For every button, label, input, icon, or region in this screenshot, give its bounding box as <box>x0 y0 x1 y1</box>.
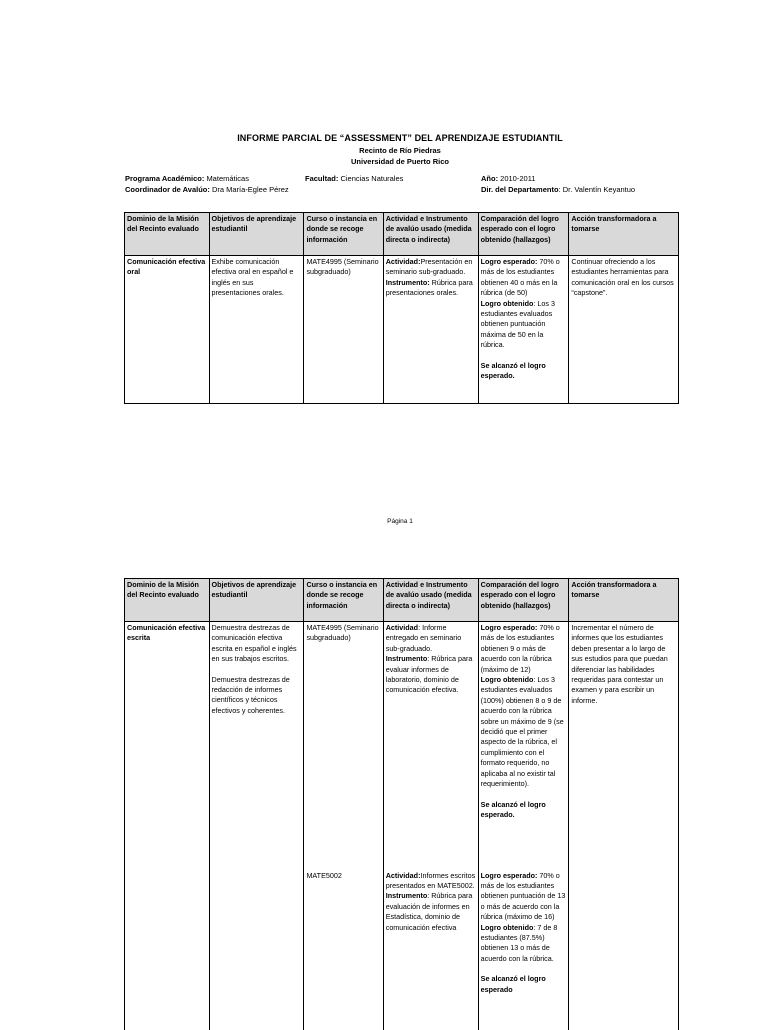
actividad-text: : Informe entregado en seminario sub-graduado. <box>385 623 462 653</box>
logro-obtenido-label: Logro obtenido <box>480 922 534 932</box>
column-header-comparacion: Comparación del logro esperado con el logro obtenido (hallazgos) <box>478 213 569 256</box>
actividad-cell <box>383 870 478 1030</box>
instrumento-text: : Rúbrica para evaluar informes de laboratorio, dominio de comunicación efectiva. <box>385 654 473 695</box>
column-header-actividad: Actividad e Instrumento de avalúo usado (medida directa o indirecta) <box>383 213 478 256</box>
university-name: Universidad de Puerto Rico <box>351 157 449 166</box>
column-header-comparacion: Comparación del logro esperado con el logro obtenido (hallazgos) <box>478 579 569 622</box>
accion-cell: Incrementar el número de informes que los estudiantes deben presentar a lo largo de sus estudios para que puedan diferenciar las habilidades requeridas para contestar un examen y para escribir un informe. <box>569 622 679 1030</box>
anio-value: 2010-2011 <box>500 174 536 183</box>
logro-obtenido-label: Logro obtenido <box>480 298 534 308</box>
logro-esperado-label: Logro esperado: <box>480 870 538 880</box>
facultad-line <box>305 174 403 183</box>
objetivo-cell <box>209 622 304 1030</box>
column-header-accion: Acción transformadora a tomarse <box>569 213 679 256</box>
programa-value: Matemáticas <box>206 174 249 183</box>
logro-obtenido-text: : Los 3 estudiantes evaluados (100%) obtienen 8 o 9 de acuerdo con la rúbrica sobre un máximo de 9 (se decidió que el primer aspecto de la rúbrica, el cumplimiento con el formato requerido, no aplicaba al no existir tal requerimiento). <box>480 675 564 789</box>
conclusion-text: Se alcanzó el logro esperado. <box>480 799 546 819</box>
director-value: : Dr. Valentín Keyantuo <box>558 185 636 194</box>
assessment-table-2 <box>124 578 679 1030</box>
column-header-actividad: Actividad e Instrumento de avalúo usado (medida directa o indirecta) <box>383 579 478 622</box>
table-row <box>125 256 679 404</box>
coordinador-label: Coordinador de Avalúo: <box>125 185 210 194</box>
instrumento-label: Instrumento: <box>385 277 430 287</box>
anio-label: Año: <box>481 174 499 183</box>
table-row <box>125 622 679 870</box>
report-title: INFORME PARCIAL DE “ASSESSMENT” DEL APRENDIZAJE ESTUDIANTIL <box>237 133 563 143</box>
page-number: Página 1 <box>387 518 413 525</box>
facultad-value: Ciencias Naturales <box>340 174 404 183</box>
table-header-row <box>125 579 679 622</box>
coordinador-line <box>125 185 289 194</box>
campus-name: Recinto de Río Piedras <box>359 146 441 155</box>
director-line <box>481 185 635 194</box>
column-header-curso: Curso o instancia en donde se recoge información <box>304 213 383 256</box>
table-header-row <box>125 213 679 256</box>
logro-obtenido-text: : Los 3 estudiantes evaluados obtienen puntuación máxima de 50 en la rúbrica. <box>480 298 555 350</box>
actividad-cell <box>383 256 478 404</box>
conclusion-text: Se alcanzó el logro esperado <box>480 974 546 994</box>
actividad-cell <box>383 622 478 870</box>
objetivo-text-1: Demuestra destrezas de comunicación efectiva escrita en español e inglés en sus trabajos escritos. <box>211 623 297 664</box>
instrumento-text: : Rúbrica para evaluación de informes en Estadística, dominio de comunicación efectiva <box>385 891 473 932</box>
logro-esperado-text: 70% o más de los estudiantes obtienen puntuación de 13 o más de acuerdo con la rúbrica (máximo de 16) <box>480 870 566 922</box>
coordinador-value: Dra María-Eglee Pérez <box>211 185 289 194</box>
actividad-label: Actividad <box>385 623 419 632</box>
instrumento-label: Instrumento <box>385 891 428 901</box>
facultad-label: Facultad: <box>305 174 339 183</box>
column-header-objetivos: Objetivos de aprendizaje estudiantil <box>209 579 304 622</box>
assessment-table-1 <box>124 212 679 404</box>
accion-cell: Continuar ofreciendo a los estudiantes herramientas para comunicación oral en los cursos “capstone”. <box>569 256 679 404</box>
column-header-curso: Curso o instancia en donde se recoge información <box>304 579 383 622</box>
director-label: Dir. del Departamento <box>481 185 559 194</box>
logro-esperado-label: Logro esperado: <box>480 623 538 632</box>
programa-label: Programa Académico: <box>125 174 205 183</box>
dominio-cell: Comunicación efectiva oral <box>125 256 210 404</box>
conclusion-text: Se alcanzó el logro esperado. <box>480 360 546 381</box>
actividad-label: Actividad: <box>385 870 421 880</box>
column-header-dominio: Dominio de la Misión del Recinto evaluado <box>125 579 210 622</box>
actividad-text: Informes escritos presentados en MATE5002. <box>385 870 476 890</box>
curso-cell: MATE4995 (Seminario subgraduado) <box>304 622 383 870</box>
dominio-cell: Comunicación efectiva escrita <box>125 622 210 1030</box>
instrumento-text: Rúbrica para presentaciones orales. <box>385 277 473 298</box>
curso-cell: MATE5002 <box>304 870 383 1030</box>
comparacion-cell <box>478 870 569 1030</box>
logro-obtenido-text: : 7 de 8 estudiantes (87.5%) obtienen 13 o más de acuerdo con la rúbrica. <box>480 922 558 963</box>
logro-esperado-text: 70% o más de los estudiantes obtienen 9 o más de acuerdo con la rúbrica (máximo de 12) <box>480 623 560 674</box>
logro-esperado-text: 70% o más de los estudiantes obtienen 40 o más en la rúbrica (de 50) <box>480 257 560 298</box>
curso-cell: MATE4995 (Seminario subgraduado) <box>304 256 383 404</box>
comparacion-cell <box>478 622 569 870</box>
column-header-dominio: Dominio de la Misión del Recinto evaluado <box>125 213 210 256</box>
actividad-label: Actividad: <box>385 257 421 266</box>
objetivo-cell: Exhibe comunicación efectiva oral en español e inglés en sus presentaciones orales. <box>209 256 304 404</box>
logro-obtenido-label: Logro obtenido <box>480 675 534 685</box>
column-header-objetivos: Objetivos de aprendizaje estudiantil <box>209 213 304 256</box>
column-header-accion: Acción transformadora a tomarse <box>569 579 679 622</box>
comparacion-cell <box>478 256 569 404</box>
instrumento-label: Instrumento <box>385 654 428 664</box>
logro-esperado-label: Logro esperado: <box>480 257 538 266</box>
actividad-text: Presentación en seminario sub-graduado. <box>385 257 473 277</box>
objetivo-text-2: Demuestra destrezas de redacción de informes científicos y técnicos efectivos y coherentes. <box>211 674 290 715</box>
anio-line <box>481 174 535 183</box>
programa-line <box>125 174 249 183</box>
